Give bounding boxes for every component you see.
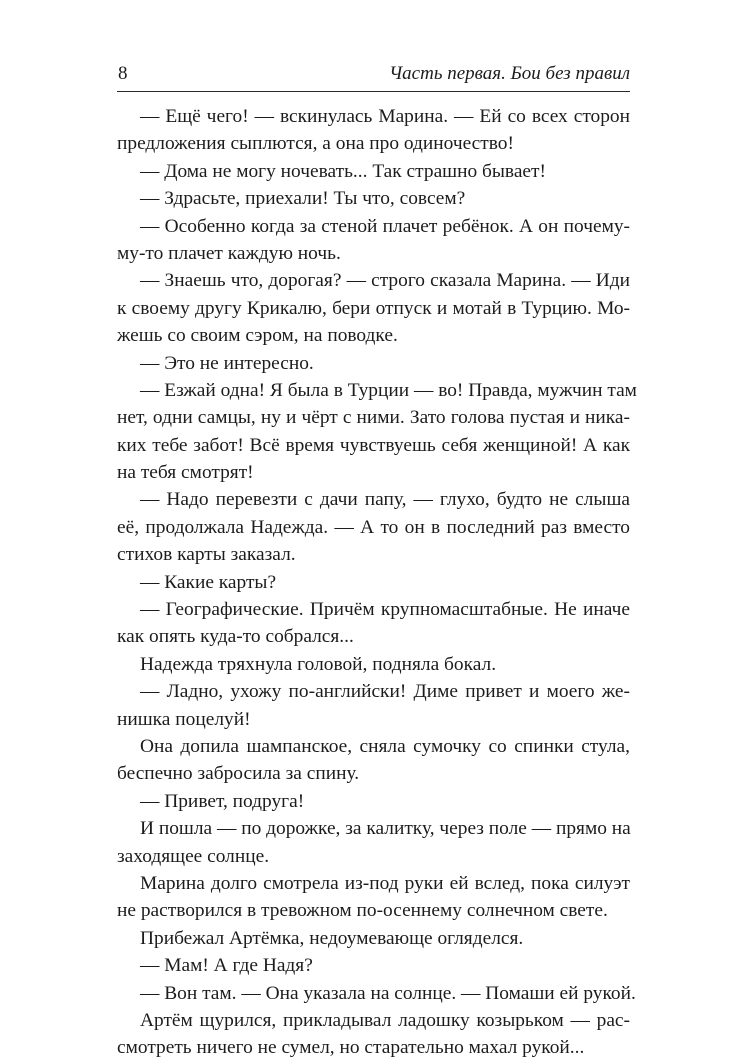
text-line: — Особенно когда за стеной плачет ребёнок. А он почему- xyxy=(140,215,630,237)
text-line: Прибежал Артёмка, недоумевающе огляделся. xyxy=(140,927,524,949)
text-line: на тебя смотрят! xyxy=(117,462,254,484)
text-line: Надежда тряхнула головой, подняла бокал. xyxy=(140,653,497,675)
text-line: — Мам! А где Надя? xyxy=(140,955,313,977)
text-line: — Ладно, ухожу по-английски! Диме привет и моего же- xyxy=(140,681,630,703)
text-line: — Ещё чего! — вскинулась Марина. — Ей со всех сторон xyxy=(140,106,630,127)
text-line: не растворился в тревожном по-осеннему солнечном свете. xyxy=(117,900,608,922)
text-line: смотреть ничего не сумел, но старательно махал рукой... xyxy=(117,1037,585,1059)
text-line: — Это не интересно. xyxy=(140,352,314,374)
body-text xyxy=(117,103,637,1062)
text-line: беспечно забросила за спину. xyxy=(117,763,360,785)
text-line: её, продолжала Надежда. — А то он в последний раз вместо xyxy=(117,516,630,538)
text-line: — Езжай одна! Я была в Турции — во! Правда, мужчин там xyxy=(140,379,637,401)
text-line: Марина долго смотрела из-под руки ей вслед, пока силуэт xyxy=(140,872,630,894)
text-line: И пошла — по дорожке, за калитку, через поле — прямо на xyxy=(140,818,631,840)
text-line: — Знаешь что, дорогая? — строго сказала Марина. — Иди xyxy=(140,270,630,292)
text-line: нет, одни самцы, ну и чёрт с ними. Зато голова пустая и ника- xyxy=(117,407,630,429)
running-head xyxy=(117,61,630,87)
text-line: — Какие карты? xyxy=(140,571,277,593)
text-line: — Дома не могу ночевать... Так страшно бывает! xyxy=(140,160,546,182)
text-line: заходящее солнце. xyxy=(117,845,270,867)
text-line: му-то плачет каждую ночь. xyxy=(117,242,341,264)
header-rule xyxy=(117,91,630,92)
text-line: жешь со своим сэром, на поводке. xyxy=(117,325,398,347)
text-line: — Географические. Причём крупномасштабные. Не иначе xyxy=(140,599,630,621)
text-line: — Надо перевезти с дачи папу, — глухо, будто не слыша xyxy=(140,489,630,511)
text-line: предложения сыплются, а она про одиночество! xyxy=(117,133,514,155)
text-line: нишка поцелуй! xyxy=(117,708,251,730)
text-line: как опять куда-то собрался... xyxy=(117,626,354,648)
text-line: ких тебе забот! Всё время чувствуешь себя женщиной! А как xyxy=(117,434,630,456)
text-line: — Вон там. — Она указала на солнце. — Помаши ей рукой. xyxy=(140,982,636,1004)
text-line: — Здрасьте, приехали! Ты что, совсем? xyxy=(140,188,466,210)
text-line: Она допила шампанское, сняла сумочку со спинки стула, xyxy=(140,735,630,757)
page-number: 8 xyxy=(118,63,128,84)
text-line: Артём щурился, прикладывал ладошку козырьком — рас- xyxy=(140,1009,630,1031)
text-line: к своему другу Крикалю, бери отпуск и мотай в Турцию. Мо- xyxy=(117,297,630,319)
text-line: стихов карты заказал. xyxy=(117,544,296,566)
section-title: Часть первая. Бои без правил xyxy=(389,63,630,84)
text-line: — Привет, подруга! xyxy=(140,790,305,812)
